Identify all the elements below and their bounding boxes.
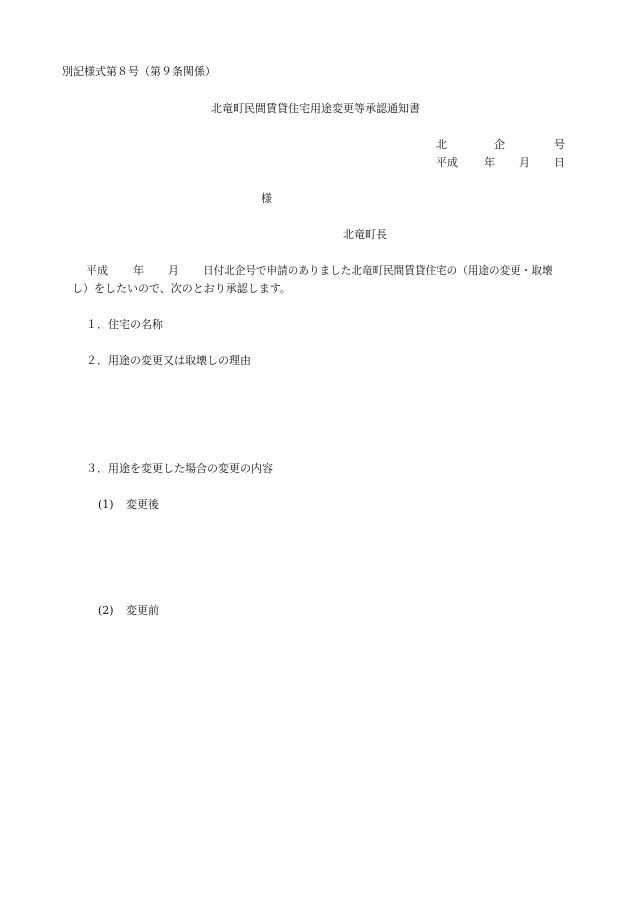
body-era: 平成 <box>86 264 108 277</box>
body-line-2: し）をしたいので、次のとおり承認します。 <box>72 282 291 295</box>
date-day: 日 <box>554 156 565 169</box>
subitem-2-number: (2) <box>98 604 114 617</box>
document-title: 北竜町民間賃貸住宅用途変更等承認通知書 <box>211 102 420 115</box>
issuer-name: 北竜町長 <box>343 228 387 241</box>
addressee-suffix: 様 <box>261 192 272 205</box>
date-year: 年 <box>484 156 495 169</box>
item-3-heading: ３．用途を変更した場合の変更の内容 <box>86 462 273 475</box>
date-month: 月 <box>519 156 530 169</box>
doc-number-suffix: 号 <box>554 138 565 151</box>
item-1-heading: １．住宅の名称 <box>86 318 163 331</box>
body-line-1: 日付北企号で申請のありました北竜町民間賃貸住宅の（用途の変更・取壊 <box>203 265 553 277</box>
body-year: 年 <box>133 264 144 277</box>
subitem-2-label: 変更前 <box>126 604 159 617</box>
date-era: 平成 <box>436 156 458 169</box>
form-label: 別記様式第８号（第９条関係） <box>62 65 216 78</box>
subitem-1-number: (1) <box>98 498 114 511</box>
doc-number-prefix: 北 <box>436 138 447 151</box>
doc-number-code: 企 <box>494 138 505 151</box>
body-month: 月 <box>168 264 179 277</box>
subitem-1-label: 変更後 <box>126 498 159 511</box>
item-2-heading: ２．用途の変更又は取壊しの理由 <box>86 354 251 367</box>
